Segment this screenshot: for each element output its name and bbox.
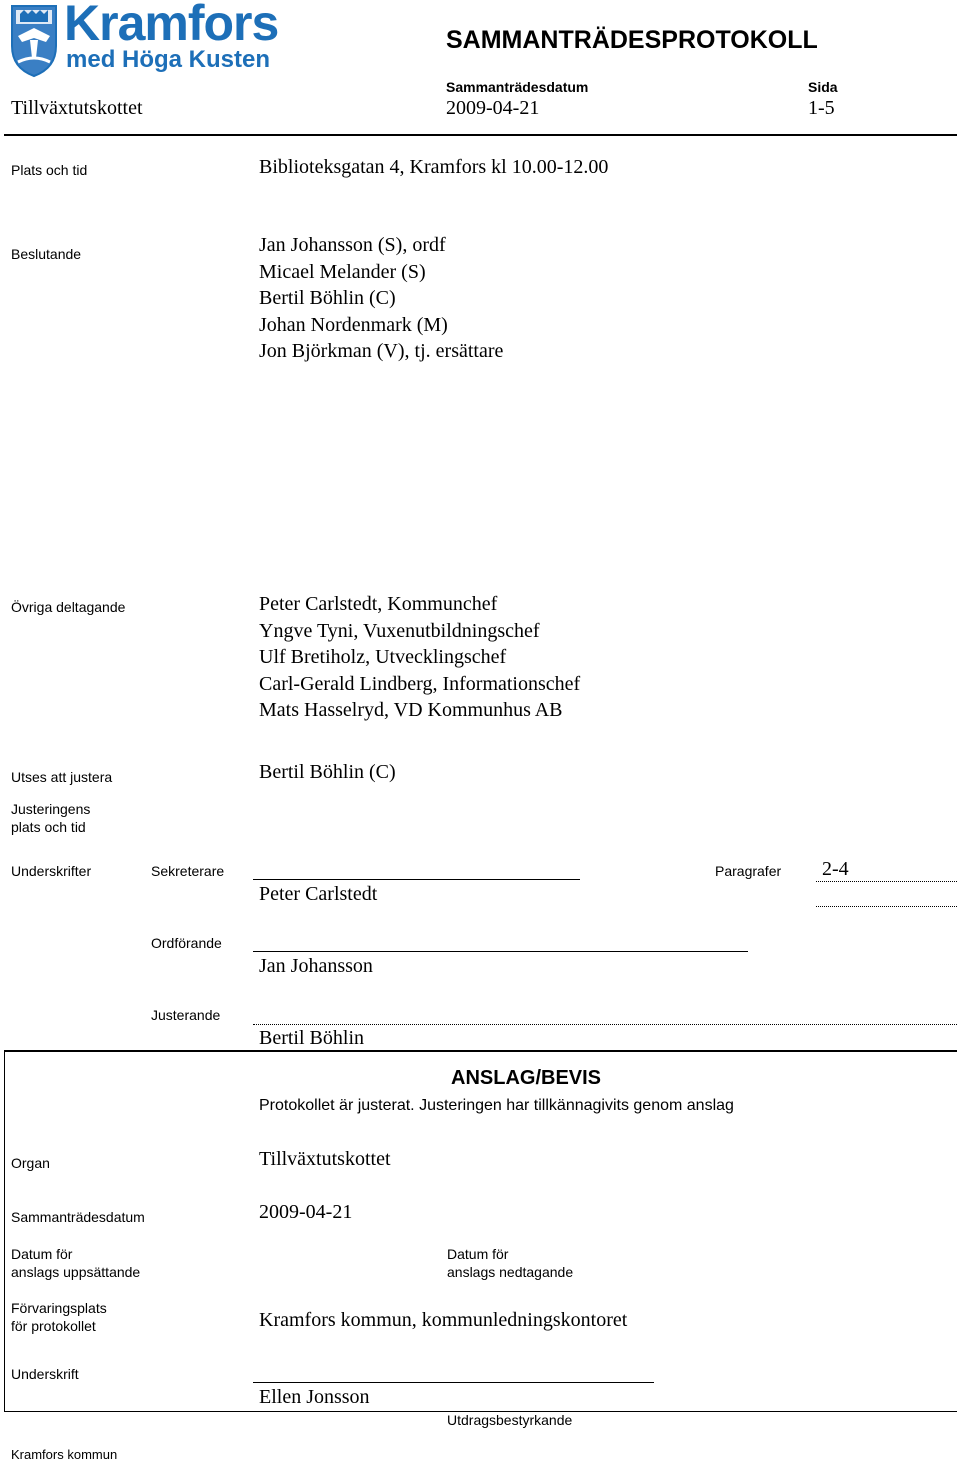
kramfors-logo	[8, 0, 279, 78]
committee-name: Tillväxtutskottet	[11, 97, 143, 119]
organ-label: Organ	[11, 1155, 50, 1171]
signature-line	[253, 1382, 654, 1383]
meeting-date-label: Sammanträdesdatum	[446, 79, 589, 95]
other-participant: Ulf Bretiholz, Utvecklingschef	[259, 646, 507, 668]
notice-date-label: Sammanträdesdatum	[11, 1209, 145, 1225]
notice-title: ANSLAG/BEVIS	[451, 1067, 602, 1089]
adjust-label: Utses att justera	[11, 769, 113, 785]
others-list	[259, 591, 580, 724]
adjust-value: Bertil Böhlin (C)	[259, 761, 396, 783]
chair-label: Ordförande	[151, 935, 222, 951]
paragraphs-line-1	[816, 881, 957, 882]
logo-title: Kramfors	[64, 0, 279, 51]
page-range: 1-5	[808, 97, 835, 119]
notice-top-border	[4, 1050, 957, 1052]
other-participant: Peter Carlstedt, Kommunchef	[259, 593, 498, 615]
deciding-member: Bertil Böhlin (C)	[259, 287, 396, 309]
organ-value: Tillväxtutskottet	[259, 1148, 391, 1170]
deciding-list	[259, 232, 503, 365]
other-participant: Mats Hasselryd, VD Kommunhus AB	[259, 699, 563, 721]
header-divider	[4, 134, 957, 136]
paragraphs-label: Paragrafer	[715, 863, 782, 879]
paragraphs-value: 2-4	[822, 858, 849, 880]
storage-label: Förvaringsplats för protokollet	[11, 1300, 107, 1334]
notice-left-border	[4, 1050, 5, 1411]
other-participant: Yngve Tyni, Vuxenutbildningschef	[259, 619, 540, 642]
place-label: Plats och tid	[11, 162, 88, 178]
secretary-label: Sekreterare	[151, 863, 225, 879]
chair-signature-line	[253, 951, 748, 952]
logo-subtitle: med Höga Kusten	[66, 46, 271, 73]
adjuster-name: Bertil Böhlin	[259, 1027, 364, 1049]
extract-label: Utdragsbestyrkande	[447, 1412, 573, 1428]
signature-name: Ellen Jonsson	[259, 1386, 370, 1408]
meeting-date: 2009-04-21	[446, 97, 540, 119]
document-title: SAMMANTRÄDESPROTOKOLL	[446, 26, 818, 54]
deciding-member: Jan Johansson (S), ordf	[259, 234, 446, 256]
adjuster-label: Justerande	[151, 1007, 221, 1023]
other-participant: Carl-Gerald Lindberg, Informationschef	[259, 672, 581, 695]
deciding-label: Beslutande	[11, 246, 82, 262]
footer-org: Kramfors kommun	[11, 1447, 118, 1462]
coat-of-arms-icon	[8, 2, 60, 78]
notice-date-value: 2009-04-21	[259, 1201, 353, 1223]
notice-text: Protokollet är justerat. Justeringen har tillkännagivits genom anslag	[259, 1097, 734, 1114]
paragraphs-line-2	[816, 906, 957, 907]
storage-value: Kramfors kommun, kommunledningskontoret	[259, 1309, 628, 1331]
secretary-name: Peter Carlstedt	[259, 883, 378, 905]
page-label: Sida	[808, 79, 838, 95]
signatures-label: Underskrifter	[11, 863, 92, 879]
adjuster-signature-line	[253, 1024, 957, 1025]
place-value: Biblioteksgatan 4, Kramfors kl 10.00-12.00	[259, 156, 609, 178]
others-label: Övriga deltagande	[11, 599, 126, 615]
deciding-member: Micael Melander (S)	[259, 260, 426, 283]
adjust-place-label: Justeringens plats och tid	[11, 801, 91, 835]
secretary-signature-line	[253, 879, 580, 880]
signature-label: Underskrift	[11, 1366, 79, 1382]
deciding-member: Johan Nordenmark (M)	[259, 313, 448, 336]
chair-name: Jan Johansson	[259, 955, 373, 977]
removal-date-label: Datum för anslags nedtagande	[447, 1246, 574, 1280]
deciding-member: Jon Björkman (V), tj. ersättare	[259, 340, 504, 362]
posting-date-label: Datum för anslags uppsättande	[11, 1246, 141, 1280]
